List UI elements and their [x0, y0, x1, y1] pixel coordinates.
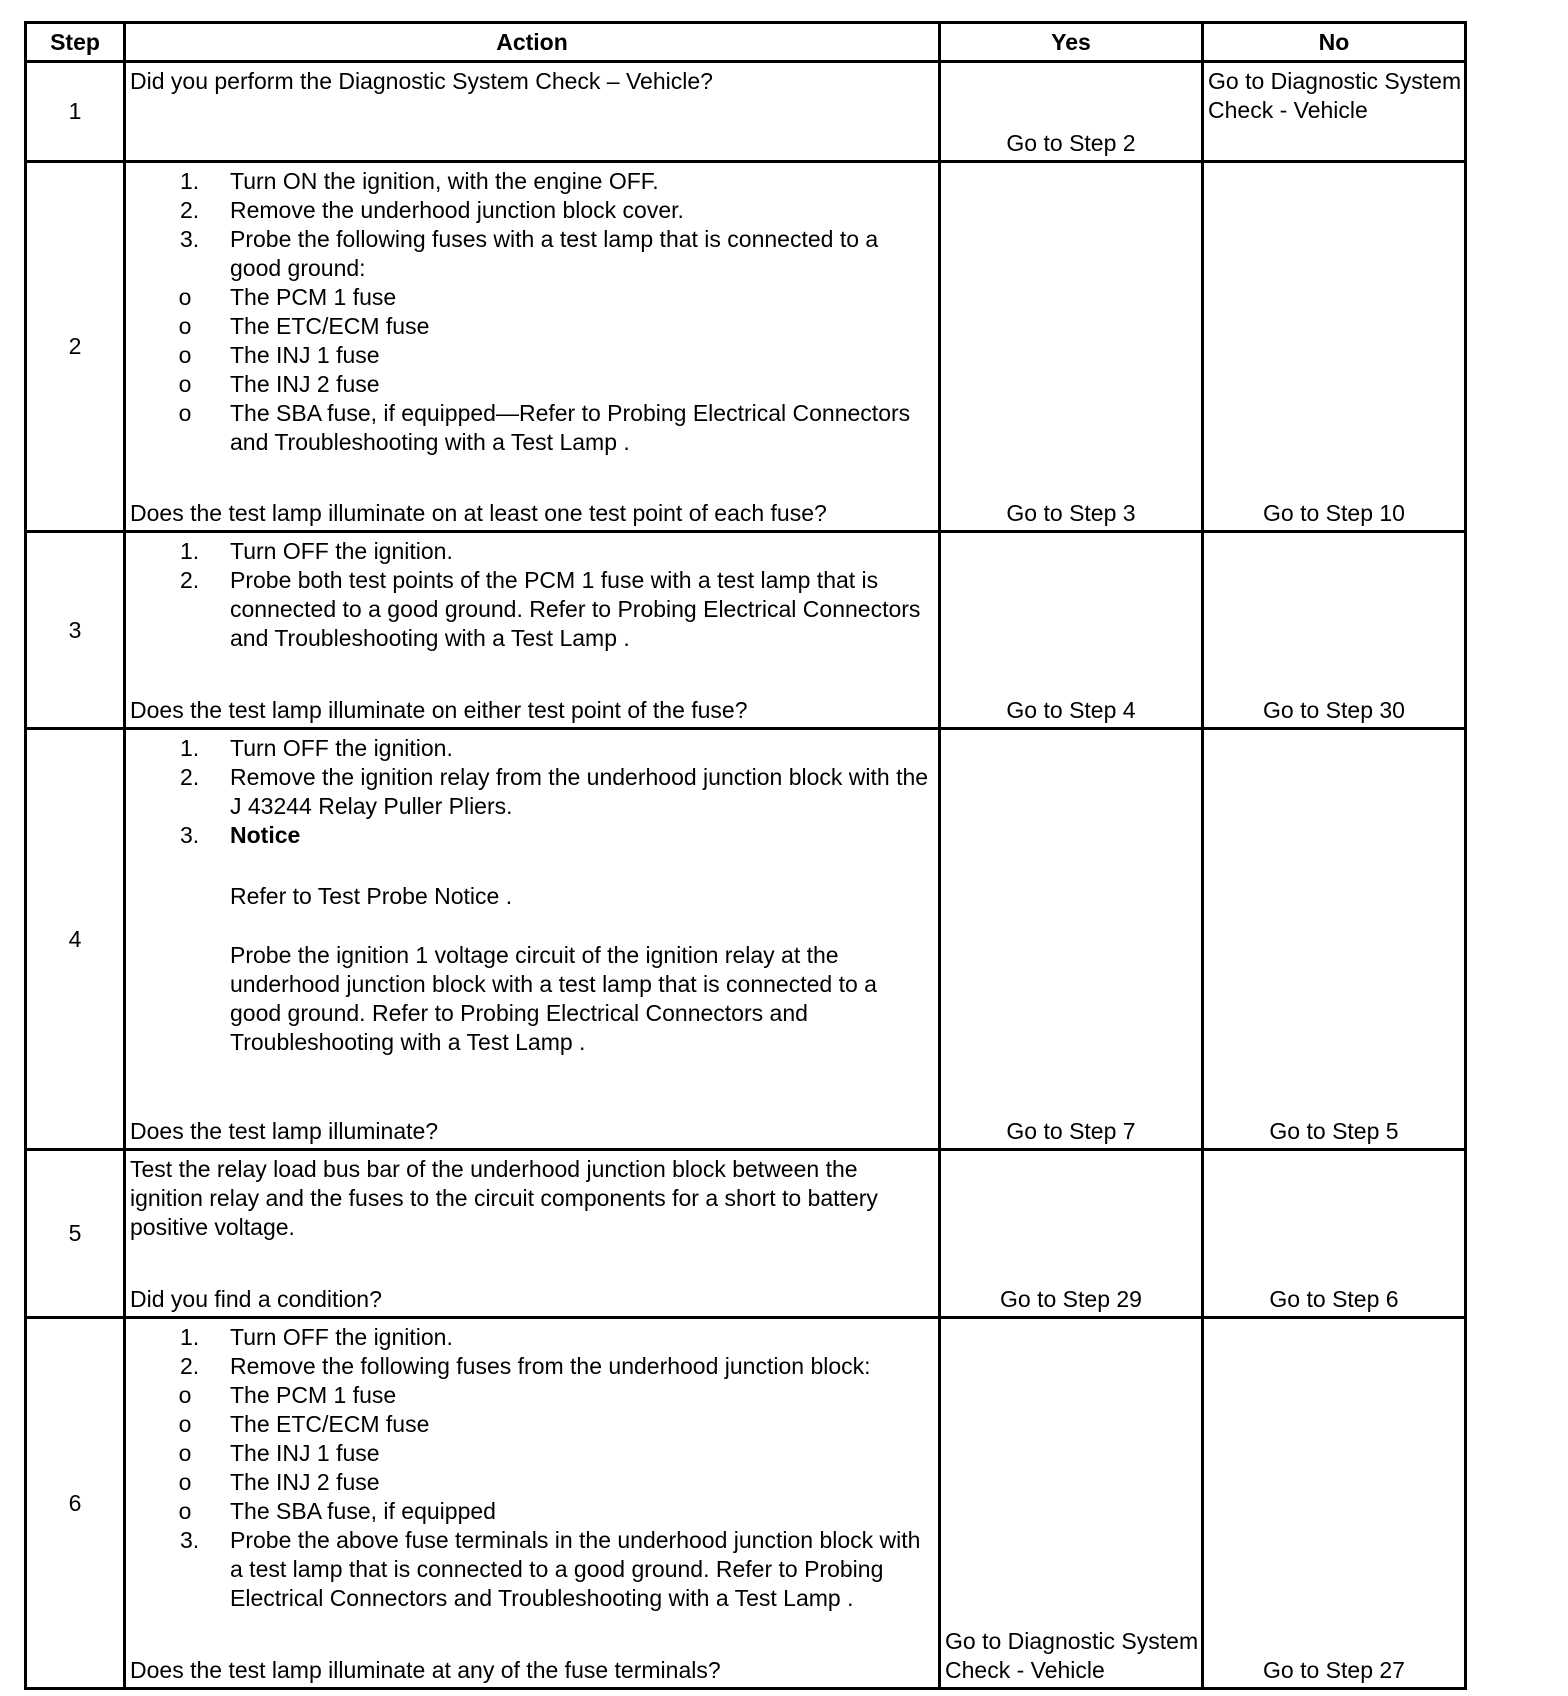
bullet-item — [130, 312, 934, 341]
item-number: 1. — [180, 735, 200, 761]
table-row — [26, 162, 1466, 532]
numbered-list — [130, 734, 934, 1057]
numbered-list — [130, 537, 934, 653]
bullet-text: The SBA fuse, if equipped — [230, 1498, 496, 1524]
no-cell — [1203, 532, 1466, 729]
yes-link[interactable]: Go to Diagnostic System Check - Vehicle — [945, 1628, 1199, 1683]
item-number: 2. — [180, 567, 200, 593]
item-number: 2. — [180, 197, 200, 223]
list-item — [130, 225, 934, 457]
action-text: Test the relay load bus bar of the underhood junction block between the ignition relay and the fuses to the circuit components for a short to battery positive voltage. — [130, 1156, 878, 1240]
list-item — [130, 734, 934, 763]
no-link[interactable]: Go to Diagnostic System Check - Vehicle — [1208, 68, 1462, 123]
yes-link[interactable]: Go to Step 3 — [1006, 500, 1136, 526]
question-text: Did you perform the Diagnostic System Check – Vehicle? — [130, 68, 713, 94]
action-cell — [125, 62, 940, 162]
bullet-icon: o — [178, 1440, 192, 1466]
action-cell — [125, 729, 940, 1150]
item-text: Turn OFF the ignition. — [230, 538, 453, 564]
yes-link[interactable]: Go to Step 4 — [1006, 697, 1136, 723]
no-link[interactable]: Go to Step 27 — [1263, 1657, 1405, 1683]
yes-cell — [940, 162, 1203, 532]
bullet-item — [130, 370, 934, 399]
item-number: 3. — [180, 226, 200, 252]
step-number: 1 — [26, 62, 125, 162]
numbered-list — [130, 167, 934, 457]
bullet-item — [130, 1439, 934, 1468]
item-text: Remove the following fuses from the underhood junction block: — [230, 1353, 871, 1379]
question-text: Does the test lamp illuminate on either test point of the fuse? — [130, 697, 748, 723]
bullet-text: The INJ 2 fuse — [230, 371, 380, 397]
item-number: 1. — [180, 168, 200, 194]
question-text: Does the test lamp illuminate? — [130, 1118, 439, 1144]
header-no: No — [1203, 23, 1466, 62]
action-cell — [125, 162, 940, 532]
item-text: Probe the following fuses with a test lamp that is connected to a good ground: — [230, 226, 879, 281]
item-number: 1. — [180, 538, 200, 564]
action-cell — [125, 1318, 940, 1689]
list-item — [130, 566, 934, 653]
table-row — [26, 62, 1466, 162]
step-number: 2 — [26, 162, 125, 532]
yes-cell — [940, 729, 1203, 1150]
bullet-list — [130, 283, 934, 457]
item-text: Turn OFF the ignition. — [230, 1324, 453, 1350]
yes-cell — [940, 1318, 1203, 1689]
yes-cell — [940, 532, 1203, 729]
no-cell — [1203, 729, 1466, 1150]
bullet-item — [130, 1468, 934, 1497]
bullet-text: The INJ 1 fuse — [230, 1440, 380, 1466]
bullet-item — [130, 1497, 934, 1526]
yes-link[interactable]: Go to Step 7 — [1006, 1118, 1136, 1144]
notice-text: Refer to Test Probe Notice . — [230, 883, 513, 909]
bullet-text: The INJ 1 fuse — [230, 342, 380, 368]
list-item — [130, 167, 934, 196]
bullet-text: The ETC/ECM fuse — [230, 313, 430, 339]
bullet-icon: o — [178, 1411, 192, 1437]
probe-text: Probe the ignition 1 voltage circuit of the ignition relay at the underhood junction block with a test lamp that is connected to a good ground. Refer to Probing Electrical Connectors and Troubleshooting with a Test Lamp . — [230, 942, 877, 1055]
item-number: 3. — [180, 822, 200, 848]
bullet-icon: o — [178, 371, 192, 397]
list-item — [130, 821, 934, 1057]
table-row — [26, 1318, 1466, 1689]
step-number: 4 — [26, 729, 125, 1150]
bullet-item — [130, 1381, 934, 1410]
yes-link[interactable]: Go to Step 29 — [1000, 1286, 1142, 1312]
bullet-text: The PCM 1 fuse — [230, 284, 397, 310]
no-cell — [1203, 62, 1466, 162]
no-link[interactable]: Go to Step 30 — [1263, 697, 1405, 723]
list-item — [130, 1526, 934, 1613]
table-row — [26, 729, 1466, 1150]
bullet-text: The ETC/ECM fuse — [230, 1411, 430, 1437]
bullet-icon: o — [178, 313, 192, 339]
bullet-icon: o — [178, 1498, 192, 1524]
numbered-list — [130, 1323, 934, 1613]
step-number: 3 — [26, 532, 125, 729]
bullet-icon: o — [178, 400, 192, 426]
list-item — [130, 196, 934, 225]
bullet-icon: o — [178, 1469, 192, 1495]
no-cell — [1203, 162, 1466, 532]
header-row — [26, 23, 1466, 62]
list-item — [130, 763, 934, 821]
no-link[interactable]: Go to Step 6 — [1269, 1286, 1399, 1312]
question-text: Does the test lamp illuminate on at least one test point of each fuse? — [130, 500, 827, 526]
no-link[interactable]: Go to Step 5 — [1269, 1118, 1399, 1144]
item-number: 3. — [180, 1527, 200, 1553]
yes-link[interactable]: Go to Step 2 — [1006, 130, 1136, 156]
item-number: 2. — [180, 1353, 200, 1379]
no-cell — [1203, 1150, 1466, 1318]
notice-heading: Notice — [230, 822, 301, 848]
list-item — [130, 1323, 934, 1352]
yes-cell — [940, 62, 1203, 162]
question-text: Did you find a condition? — [130, 1286, 382, 1312]
table-row — [26, 1150, 1466, 1318]
header-action: Action — [125, 23, 940, 62]
bullet-text: The INJ 2 fuse — [230, 1469, 380, 1495]
header-step: Step — [26, 23, 125, 62]
action-cell — [125, 532, 940, 729]
action-cell — [125, 1150, 940, 1318]
bullet-icon: o — [178, 284, 192, 310]
step-number: 6 — [26, 1318, 125, 1689]
bullet-text: The PCM 1 fuse — [230, 1382, 397, 1408]
bullet-icon: o — [178, 1382, 192, 1408]
table-row — [26, 532, 1466, 729]
no-link[interactable]: Go to Step 10 — [1263, 500, 1405, 526]
item-text: Remove the ignition relay from the underhood junction block with the J 43244 Relay Puller Pliers. — [230, 764, 929, 819]
bullet-item — [130, 399, 934, 457]
bullet-item — [130, 283, 934, 312]
bullet-item — [130, 1410, 934, 1439]
item-text: Turn ON the ignition, with the engine OFF. — [230, 168, 659, 194]
bullet-text: The SBA fuse, if equipped—Refer to Probing Electrical Connectors and Troubleshooting with a Test Lamp . — [230, 400, 911, 455]
item-text: Remove the underhood junction block cover. — [230, 197, 684, 223]
diagnostic-table — [24, 21, 1467, 1690]
bullet-item — [130, 341, 934, 370]
bullet-icon: o — [178, 342, 192, 368]
item-text: Probe both test points of the PCM 1 fuse with a test lamp that is connected to a good ground. Refer to Probing Electrical Connectors and Troubleshooting with a Test Lamp . — [230, 567, 921, 651]
bullet-list — [130, 1381, 934, 1526]
diagnostic-table-container — [24, 21, 1467, 1690]
item-text: Turn OFF the ignition. — [230, 735, 453, 761]
header-yes: Yes — [940, 23, 1203, 62]
step-number: 5 — [26, 1150, 125, 1318]
item-text: Probe the above fuse terminals in the underhood junction block with a test lamp that is connected to a good ground. Refer to Probing Electrical Connectors and Troubleshooting with a Test Lamp . — [230, 1527, 921, 1611]
list-item — [130, 1352, 934, 1526]
yes-cell — [940, 1150, 1203, 1318]
question-text: Does the test lamp illuminate at any of the fuse terminals? — [130, 1657, 721, 1683]
item-number: 1. — [180, 1324, 200, 1350]
item-number: 2. — [180, 764, 200, 790]
no-cell — [1203, 1318, 1466, 1689]
list-item — [130, 537, 934, 566]
